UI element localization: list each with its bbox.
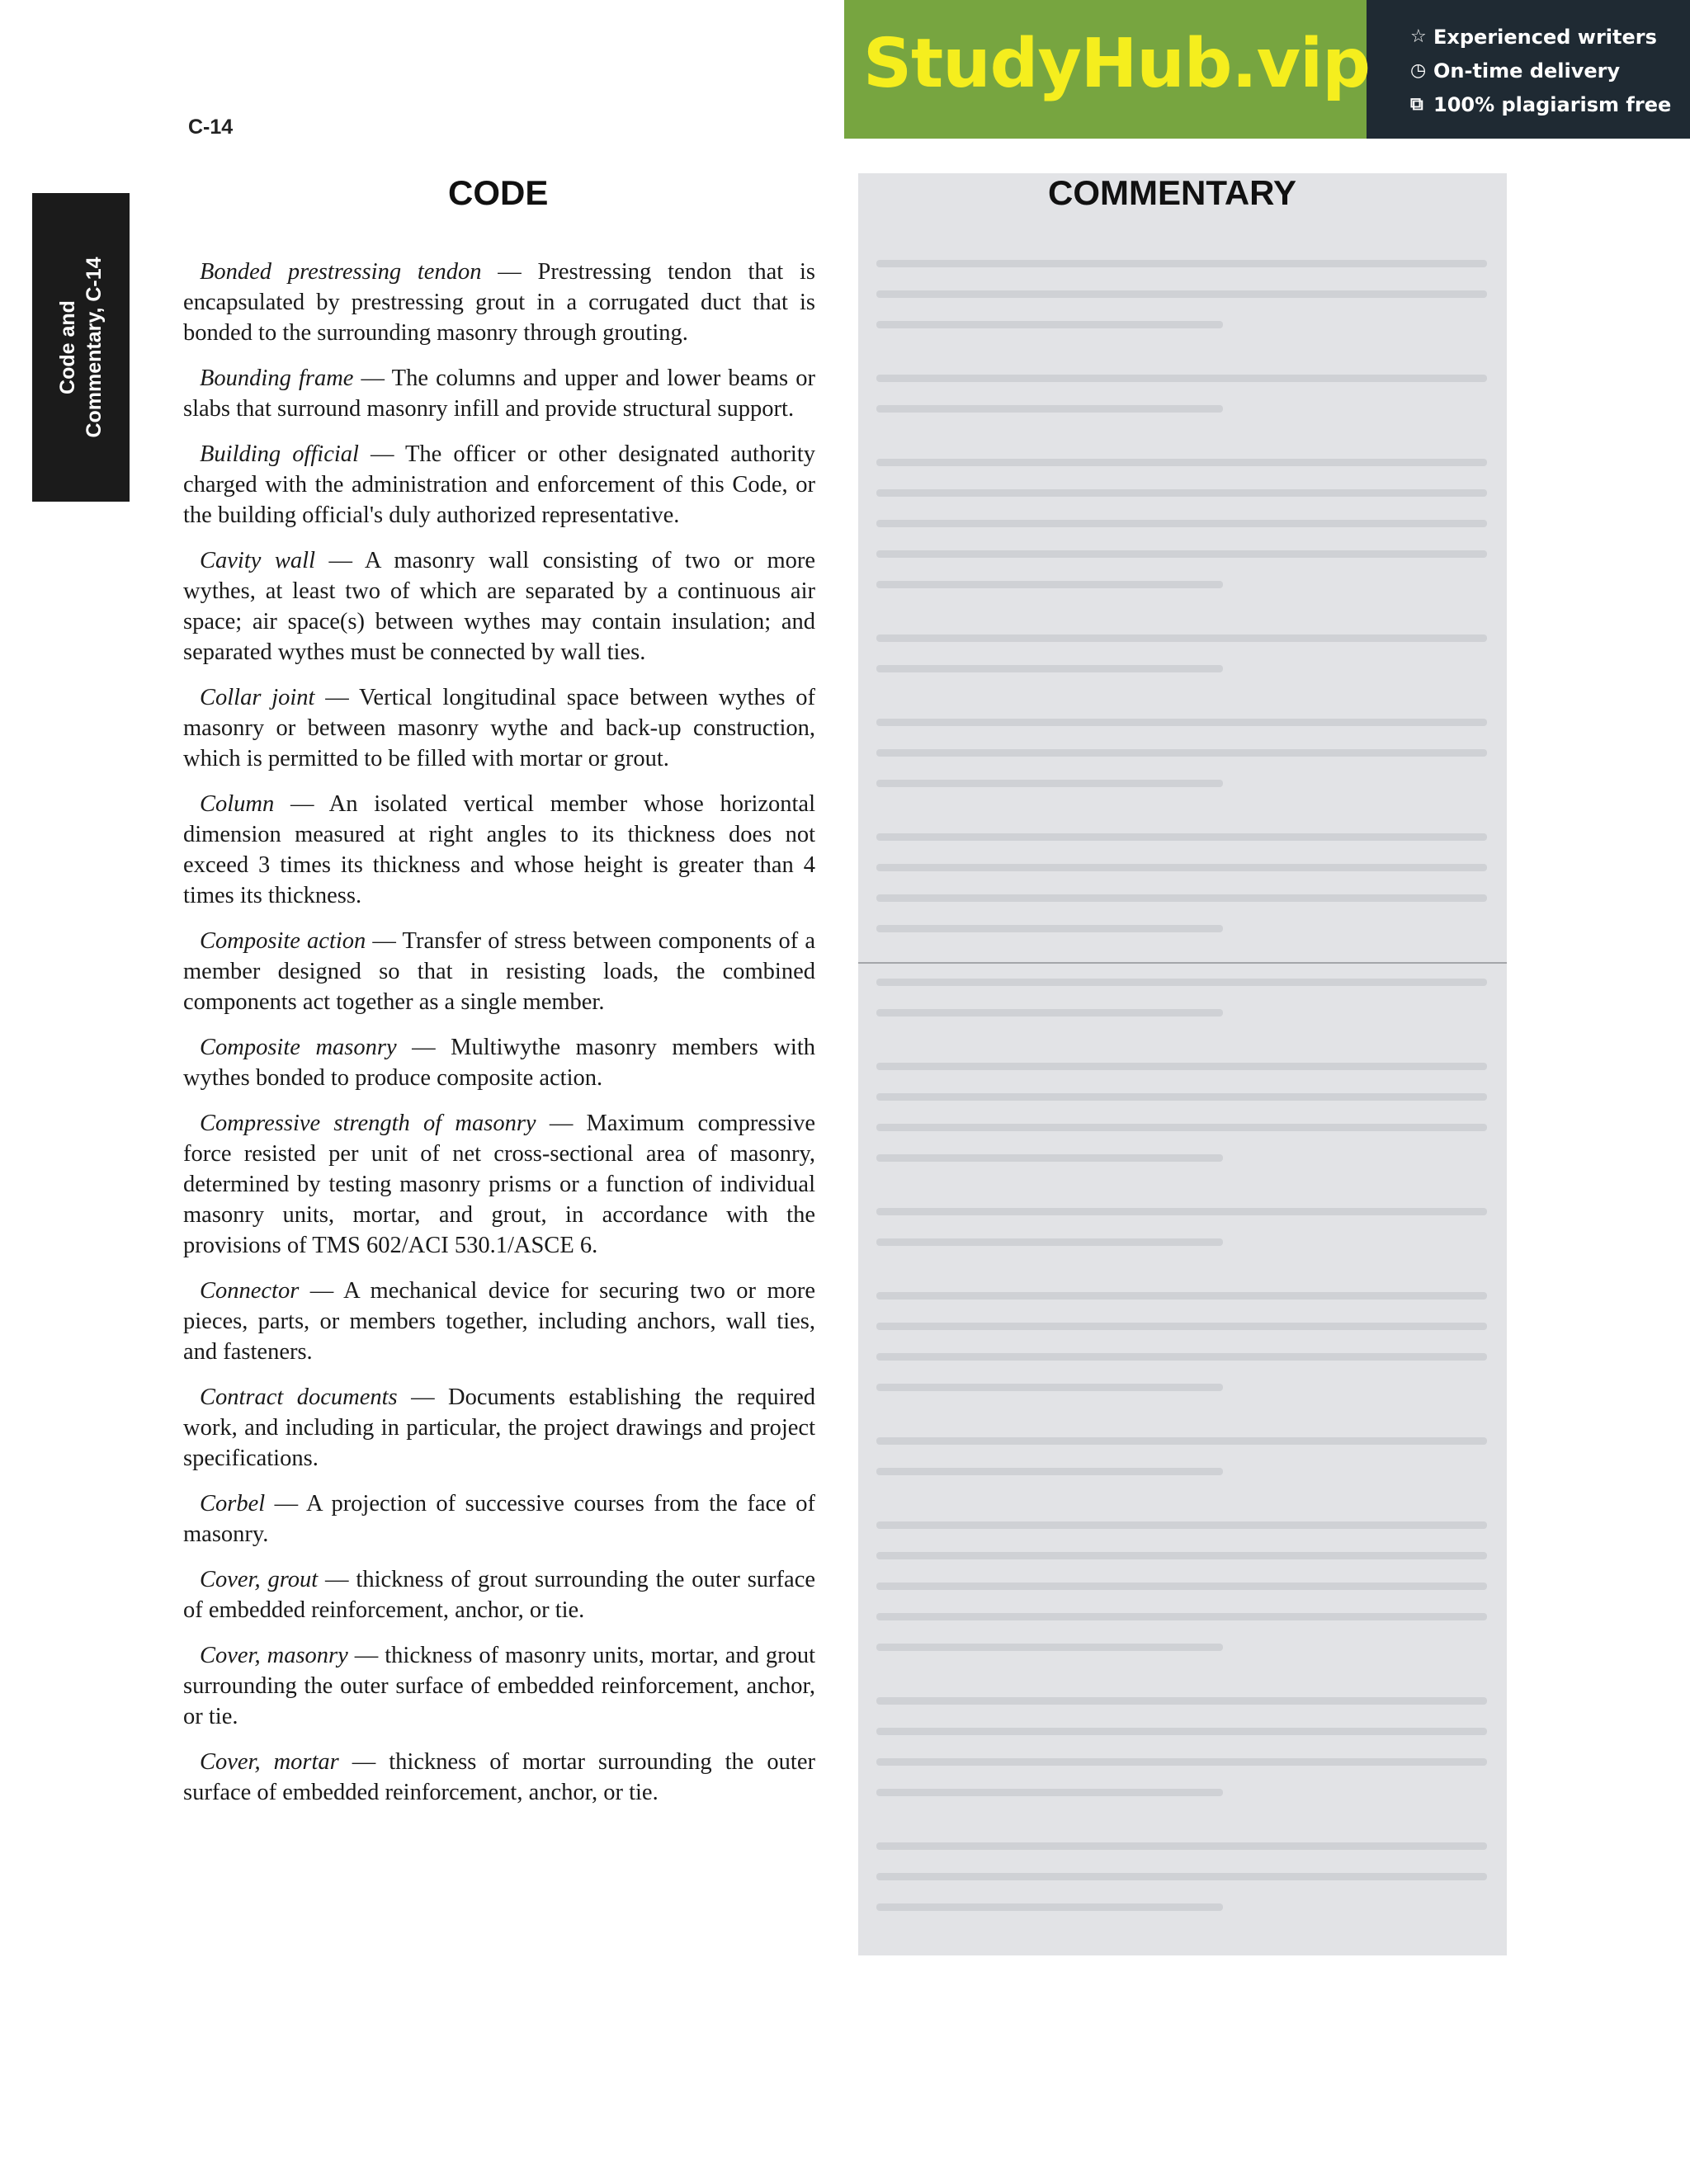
definition-entry (183, 1488, 815, 1550)
banner-feature-list (1410, 20, 1671, 121)
feature-text: On-time delivery (1433, 59, 1621, 83)
definition-term: Collar joint (200, 685, 315, 710)
definition-entry (183, 682, 815, 774)
definition-entry (183, 1564, 815, 1625)
definition-entry (183, 789, 815, 911)
definition-text: — An isolated vertical member whose horizontal dimension measured at right angles to its thickness does not exceed 3 times its thickness and whose height is greater than 4 times its thickness. (183, 791, 815, 908)
faded-commentary-line (876, 1208, 1487, 1215)
faded-commentary-line (876, 1353, 1487, 1361)
faded-commentary-line (876, 833, 1487, 841)
definition-entry (183, 439, 815, 531)
definition-entry (183, 257, 815, 348)
faded-commentary-line (876, 520, 1487, 527)
clock-icon: ◷ (1410, 60, 1427, 81)
faded-commentary-line (876, 581, 1223, 588)
definition-entry (183, 1382, 815, 1474)
copy-check-icon: ⧉ (1410, 94, 1423, 115)
faded-commentary-line (876, 719, 1487, 726)
definition-entry (183, 1276, 815, 1367)
faded-commentary-line (876, 1583, 1487, 1590)
faded-commentary-line (876, 1728, 1487, 1735)
definition-term: Cover, mortar (200, 1749, 339, 1775)
definition-term: Composite action (200, 928, 366, 954)
faded-commentary-line (876, 894, 1487, 902)
faded-commentary-line (876, 1384, 1223, 1391)
faded-commentary-line (876, 780, 1223, 787)
definition-text: — Vertical longitudinal space between wythes of masonry or between masonry wythe and back-up construction, which is permitted to be filled with mortar or grout. (183, 685, 815, 771)
faded-commentary-line (876, 864, 1487, 871)
faded-commentary-line (876, 665, 1223, 672)
faded-commentary-line (876, 1323, 1487, 1330)
faded-commentary-line (876, 1903, 1223, 1911)
faded-commentary-line (876, 1873, 1487, 1880)
commentary-column (858, 173, 1507, 1955)
definition-entry (183, 1640, 815, 1732)
star-outline-icon: ☆ (1410, 26, 1427, 47)
definition-entry (183, 1108, 815, 1261)
faded-commentary-line (876, 749, 1487, 757)
feature-text: 100% plagiarism free (1433, 92, 1672, 116)
feature-item (1410, 54, 1671, 87)
section-tab-label (54, 257, 107, 437)
faded-commentary-line (876, 1758, 1487, 1766)
page-number: C-14 (188, 116, 234, 139)
definition-entry (183, 1747, 815, 1808)
faded-commentary-line (876, 1613, 1487, 1620)
faded-commentary-line (876, 260, 1487, 267)
code-heading: CODE (448, 173, 549, 212)
definition-term: Building official (200, 441, 359, 467)
definition-text: — A masonry wall consisting of two or more wythes, at least two of which are separated by a continuous air space; air space(s) between wythes may contain insulation; and separated wythes must be connected by wall ties. (183, 548, 816, 665)
faded-commentary-line (876, 1093, 1487, 1101)
faded-commentary-line (876, 290, 1487, 298)
faded-commentary-line (876, 550, 1487, 558)
definition-term: Corbel (200, 1491, 266, 1517)
commentary-divider (858, 962, 1507, 964)
code-definitions (183, 257, 815, 1823)
definition-text: — Documents establishing the required work, and including in particular, the project drawings and project specifications. (183, 1384, 815, 1471)
faded-commentary-line (876, 1789, 1223, 1796)
faded-commentary-line (876, 375, 1487, 382)
definition-term: Contract documents (200, 1384, 398, 1410)
definition-text: — Maximum compressive force resisted per unit of net cross-sectional area of masonry, determined by testing masonry prisms or a function of individual masonry units, mortar, and grout, in accordance with the provisions of TMS 602/ACI 530.1/ASCE 6. (183, 1111, 815, 1258)
definition-term: Column (200, 791, 275, 817)
faded-commentary-line (876, 1437, 1487, 1445)
definition-term: Cover, grout (200, 1567, 319, 1592)
faded-commentary-line (876, 925, 1223, 932)
faded-commentary-line (876, 1552, 1487, 1559)
faded-commentary-line (876, 1697, 1487, 1705)
faded-commentary-line (876, 1154, 1223, 1162)
faded-commentary-line (876, 1063, 1487, 1070)
section-tab (32, 193, 130, 502)
definition-entry (183, 545, 815, 667)
faded-commentary-line (876, 1292, 1487, 1300)
definition-entry (183, 1032, 815, 1093)
feature-item (1410, 87, 1671, 121)
definition-text: — Transfer of stress between components of a member designed so that in resisting loads, the combined components act together as a single member. (183, 928, 815, 1015)
faded-commentary-line (876, 1124, 1487, 1131)
faded-commentary-line (876, 1238, 1223, 1246)
faded-commentary-line (876, 1009, 1223, 1017)
definition-term: Bonded prestressing tendon (200, 259, 482, 285)
feature-item (1410, 20, 1671, 54)
definition-text: — Prestressing tendon that is encapsulated by prestressing grout in a corrugated duct that is bonded to the surrounding masonry through grouting. (183, 259, 815, 346)
definition-term: Compressive strength of masonry (200, 1111, 536, 1136)
definition-entry (183, 926, 815, 1017)
faded-commentary-line (876, 1644, 1223, 1651)
definition-text: — thickness of mortar surrounding the outer surface of embedded reinforcement, anchor, or tie. (183, 1749, 815, 1805)
definition-text: — The officer or other designated authority charged with the administration and enforcement of this Code, or the building official's duly authorized representative. (183, 441, 816, 528)
definition-text: — The columns and upper and lower beams or slabs that surround masonry infill and provide structural support. (183, 366, 815, 422)
definition-text: — A projection of successive courses from the face of masonry. (183, 1491, 815, 1547)
brand-logo-text: StudyHub.vip (863, 25, 1370, 103)
faded-commentary-line (876, 634, 1487, 642)
section-tab-line-2: Commentary, C-14 (83, 257, 106, 438)
definition-text: — thickness of masonry units, mortar, and grout surrounding the outer surface of embedded reinforcement, anchor, or tie. (183, 1643, 815, 1729)
banner-brand-panel[interactable] (844, 0, 1370, 139)
faded-commentary-line (876, 321, 1223, 328)
faded-commentary-line (876, 1468, 1223, 1475)
definition-text: — A mechanical device for securing two or more pieces, parts, or members together, including anchors, wall ties, and fasteners. (183, 1278, 815, 1365)
definition-term: Cavity wall (200, 548, 315, 573)
definition-term: Bounding frame (200, 366, 354, 391)
definition-text: — thickness of grout surrounding the outer surface of embedded reinforcement, anchor, or tie. (183, 1567, 815, 1623)
faded-commentary-line (876, 489, 1487, 497)
definition-term: Composite masonry (200, 1035, 397, 1060)
faded-commentary-line (876, 405, 1223, 413)
faded-commentary-line (876, 979, 1487, 986)
definition-entry (183, 363, 815, 424)
faded-commentary-line (876, 459, 1487, 466)
definition-term: Connector (200, 1278, 300, 1304)
feature-text: Experienced writers (1433, 25, 1657, 49)
faded-commentary-line (876, 1842, 1487, 1850)
faded-commentary-line (876, 1521, 1487, 1529)
definition-text: — Multiwythe masonry members with wythes bonded to produce composite action. (183, 1035, 815, 1091)
ad-banner[interactable] (844, 0, 1690, 139)
section-tab-line-1: Code and (56, 300, 79, 394)
definition-term: Cover, masonry (200, 1643, 348, 1668)
commentary-heading: COMMENTARY (1048, 173, 1296, 212)
